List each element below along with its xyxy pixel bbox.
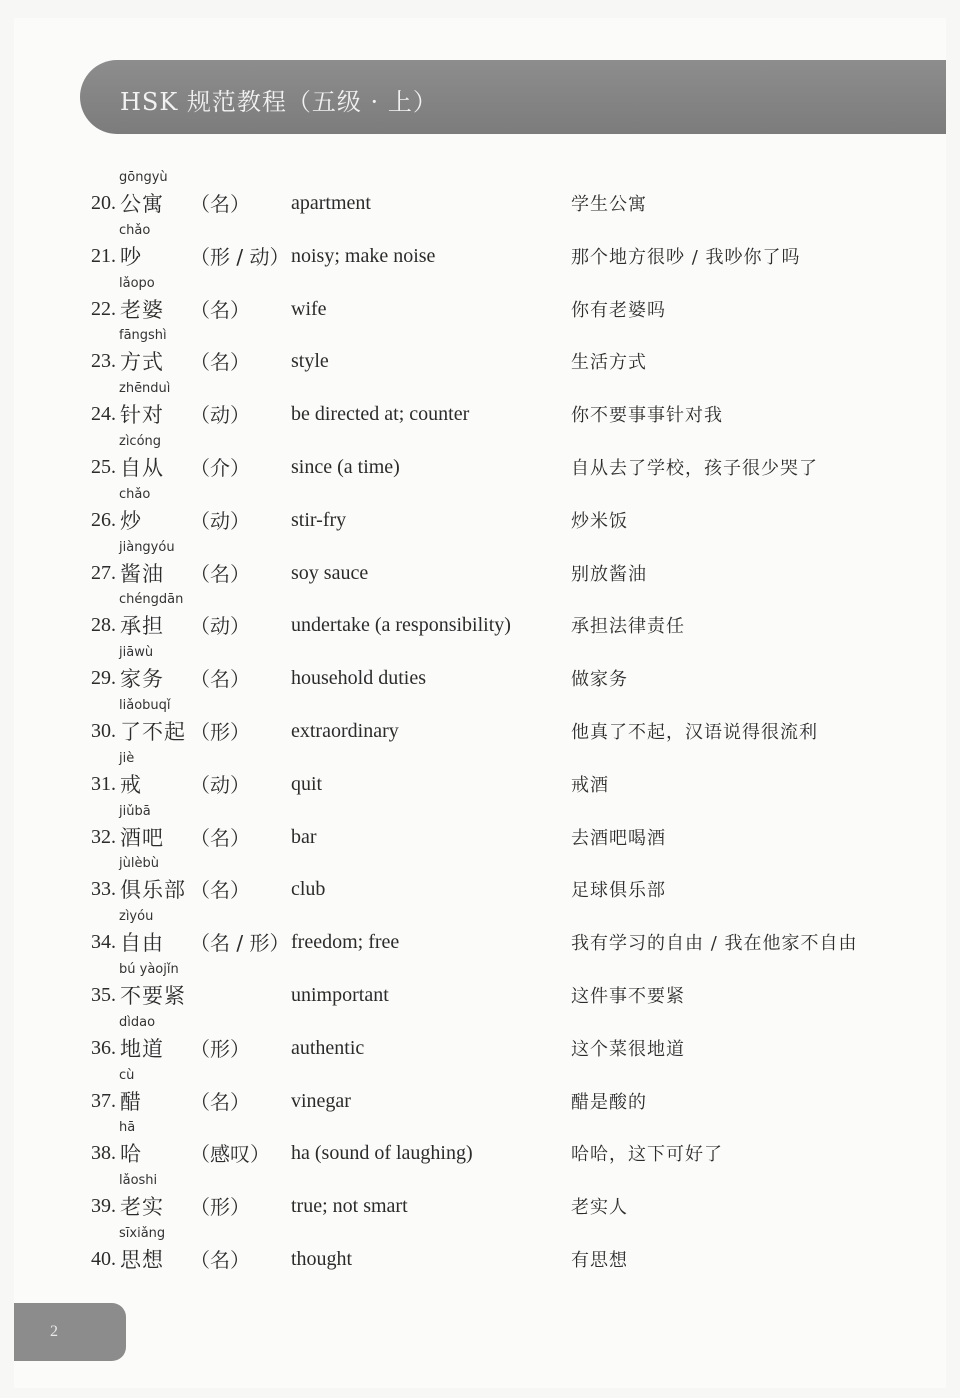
entry-meaning: unimportant — [291, 984, 389, 1006]
entry-hanzi: 自从 — [120, 456, 164, 480]
entry-example: 哈哈，这下可好了 — [571, 1144, 723, 1165]
entry-number: 23. — [91, 350, 116, 372]
entry-pinyin: lǎoshi — [119, 1173, 158, 1188]
entry-hanzi: 地道 — [120, 1037, 164, 1061]
entry-part-of-speech: （名） — [190, 562, 250, 586]
entry-number: 39. — [91, 1195, 116, 1217]
entry-part-of-speech: （名） — [190, 878, 250, 902]
entry-example: 这件事不要紧 — [571, 986, 685, 1007]
vocab-row — [0, 804, 960, 856]
entry-pinyin: sīxiǎng — [119, 1226, 166, 1241]
entry-example: 炒米饭 — [571, 511, 628, 532]
entry-part-of-speech: （形） — [190, 1195, 250, 1219]
vocab-row — [0, 645, 960, 697]
entry-meaning: apartment — [291, 192, 371, 214]
vocab-row — [0, 698, 960, 750]
entry-part-of-speech: （名） — [190, 350, 250, 374]
vocab-row — [0, 1120, 960, 1172]
entry-hanzi: 针对 — [120, 403, 164, 427]
entry-pinyin: lǎopo — [119, 276, 155, 291]
entry-meaning: noisy; make noise — [291, 245, 436, 267]
entry-number: 29. — [91, 667, 116, 689]
entry-hanzi: 了不起 — [120, 720, 186, 744]
book-title: HSK 规范教程（五级 · 上） — [120, 88, 438, 116]
entry-pinyin: zìyóu — [119, 909, 154, 924]
vocab-row — [0, 1173, 960, 1225]
vocab-row — [0, 751, 960, 803]
entry-hanzi: 家务 — [120, 667, 164, 691]
entry-pinyin: dìdao — [119, 1015, 156, 1030]
entry-part-of-speech: （名 / 形） — [190, 931, 290, 955]
entry-meaning: club — [291, 878, 326, 900]
entry-example: 自从去了学校，孩子很少哭了 — [571, 458, 818, 479]
entry-pinyin: chǎo — [119, 223, 151, 238]
vocab-row — [0, 223, 960, 275]
entry-part-of-speech: （形） — [190, 1037, 250, 1061]
entry-meaning: undertake (a responsibility) — [291, 614, 511, 636]
entry-part-of-speech: （感叹） — [190, 1142, 270, 1166]
entry-number: 28. — [91, 614, 116, 636]
entry-example: 你不要事事针对我 — [571, 405, 723, 426]
entry-example: 这个菜很地道 — [571, 1039, 685, 1060]
vocab-row — [0, 909, 960, 961]
entry-pinyin: jiāwù — [119, 645, 154, 660]
entry-pinyin: jiǔbā — [119, 804, 151, 819]
vocab-row — [0, 540, 960, 592]
entry-pinyin: fāngshì — [119, 328, 167, 343]
entry-hanzi: 老实 — [120, 1195, 164, 1219]
entry-part-of-speech: （动） — [190, 773, 250, 797]
entry-hanzi: 老婆 — [120, 298, 164, 322]
entry-number: 21. — [91, 245, 116, 267]
entry-meaning: style — [291, 350, 329, 372]
vocab-row — [0, 1015, 960, 1067]
entry-meaning: bar — [291, 826, 317, 848]
entry-hanzi: 哈 — [120, 1142, 142, 1166]
entry-example: 有思想 — [571, 1250, 628, 1271]
entry-part-of-speech: （名） — [190, 192, 250, 216]
entry-hanzi: 戒 — [120, 773, 142, 797]
entry-meaning: wife — [291, 298, 327, 320]
entry-pinyin: zìcóng — [119, 434, 162, 449]
entry-number: 22. — [91, 298, 116, 320]
entry-number: 36. — [91, 1037, 116, 1059]
entry-number: 31. — [91, 773, 116, 795]
entry-number: 24. — [91, 403, 116, 425]
entry-meaning: true; not smart — [291, 1195, 408, 1217]
entry-pinyin: bú yàojǐn — [119, 962, 179, 977]
entry-example: 老实人 — [571, 1197, 628, 1218]
vocab-row — [0, 328, 960, 380]
page-number: 2 — [50, 1323, 58, 1340]
entry-pinyin: chéngdān — [119, 592, 184, 607]
entry-number: 25. — [91, 456, 116, 478]
entry-example: 我有学习的自由 / 我在他家不自由 — [571, 933, 858, 954]
page-number-tab — [14, 1303, 126, 1361]
entry-hanzi: 吵 — [120, 245, 142, 269]
entry-part-of-speech: （动） — [190, 614, 250, 638]
entry-number: 26. — [91, 509, 116, 531]
entry-example: 足球俱乐部 — [571, 880, 666, 901]
entry-pinyin: liǎobuqǐ — [119, 698, 171, 713]
entry-example: 去酒吧喝酒 — [571, 828, 666, 849]
entry-example: 做家务 — [571, 669, 628, 690]
entry-number: 20. — [91, 192, 116, 214]
entry-example: 学生公寓 — [571, 194, 647, 215]
vocab-row — [0, 1226, 960, 1278]
entry-part-of-speech: （介） — [190, 456, 250, 480]
entry-part-of-speech: （名） — [190, 667, 250, 691]
vocab-row — [0, 276, 960, 328]
entry-part-of-speech: （名） — [190, 1248, 250, 1272]
entry-pinyin: chǎo — [119, 487, 151, 502]
entry-meaning: freedom; free — [291, 931, 400, 953]
vocab-row — [0, 381, 960, 433]
entry-meaning: household duties — [291, 667, 426, 689]
entry-example: 戒酒 — [571, 775, 609, 796]
entry-example: 你有老婆吗 — [571, 300, 666, 321]
vocab-row — [0, 962, 960, 1014]
vocab-row — [0, 487, 960, 539]
entry-meaning: quit — [291, 773, 323, 795]
entry-part-of-speech: （形） — [190, 720, 250, 744]
entry-example: 他真了不起，汉语说得很流利 — [571, 722, 818, 743]
entry-hanzi: 公寓 — [120, 192, 164, 216]
page-header — [80, 60, 946, 134]
entry-meaning: since (a time) — [291, 456, 400, 478]
vocab-row — [0, 434, 960, 486]
entry-number: 38. — [91, 1142, 116, 1164]
entry-meaning: be directed at; counter — [291, 403, 470, 425]
entry-pinyin: jiè — [119, 751, 135, 766]
vocab-row — [0, 170, 960, 222]
entry-part-of-speech: （名） — [190, 1090, 250, 1114]
entry-part-of-speech: （动） — [190, 509, 250, 533]
entry-hanzi: 炒 — [120, 509, 142, 533]
entry-hanzi: 承担 — [120, 614, 164, 638]
entry-pinyin: cù — [119, 1068, 135, 1083]
entry-number: 30. — [91, 720, 116, 742]
entry-meaning: authentic — [291, 1037, 365, 1059]
entry-number: 40. — [91, 1248, 116, 1270]
entry-hanzi: 俱乐部 — [120, 878, 186, 902]
entry-meaning: thought — [291, 1248, 353, 1270]
vocab-row — [0, 1068, 960, 1120]
entry-number: 27. — [91, 562, 116, 584]
entry-pinyin: zhēnduì — [119, 381, 171, 396]
entry-meaning: stir-fry — [291, 509, 347, 531]
entry-number: 35. — [91, 984, 116, 1006]
entry-part-of-speech: （名） — [190, 298, 250, 322]
entry-number: 32. — [91, 826, 116, 848]
entry-pinyin: jùlèbù — [119, 856, 159, 871]
entry-meaning: extraordinary — [291, 720, 399, 742]
entry-part-of-speech: （形 / 动） — [190, 245, 290, 269]
vocab-row — [0, 592, 960, 644]
entry-part-of-speech: （动） — [190, 403, 250, 427]
entry-pinyin: gōngyù — [119, 170, 168, 185]
entry-hanzi: 酱油 — [120, 562, 164, 586]
entry-pinyin: hā — [119, 1120, 136, 1135]
entry-hanzi: 自由 — [120, 931, 164, 955]
entry-meaning: vinegar — [291, 1090, 351, 1112]
entry-meaning: ha (sound of laughing) — [291, 1142, 473, 1164]
entry-example: 醋是酸的 — [571, 1092, 647, 1113]
entry-number: 34. — [91, 931, 116, 953]
entry-number: 33. — [91, 878, 116, 900]
entry-hanzi: 酒吧 — [120, 826, 164, 850]
entry-number: 37. — [91, 1090, 116, 1112]
entry-meaning: soy sauce — [291, 562, 369, 584]
entry-hanzi: 方式 — [120, 350, 164, 374]
entry-pinyin: jiàngyóu — [119, 540, 175, 555]
entry-example: 别放酱油 — [571, 564, 647, 585]
entry-example: 承担法律责任 — [571, 616, 685, 637]
entry-example: 生活方式 — [571, 352, 647, 373]
entry-hanzi: 醋 — [120, 1090, 142, 1114]
entry-part-of-speech: （名） — [190, 826, 250, 850]
entry-hanzi: 思想 — [120, 1248, 164, 1272]
entry-example: 那个地方很吵 / 我吵你了吗 — [571, 247, 801, 268]
entry-hanzi: 不要紧 — [120, 984, 186, 1008]
vocab-row — [0, 856, 960, 908]
